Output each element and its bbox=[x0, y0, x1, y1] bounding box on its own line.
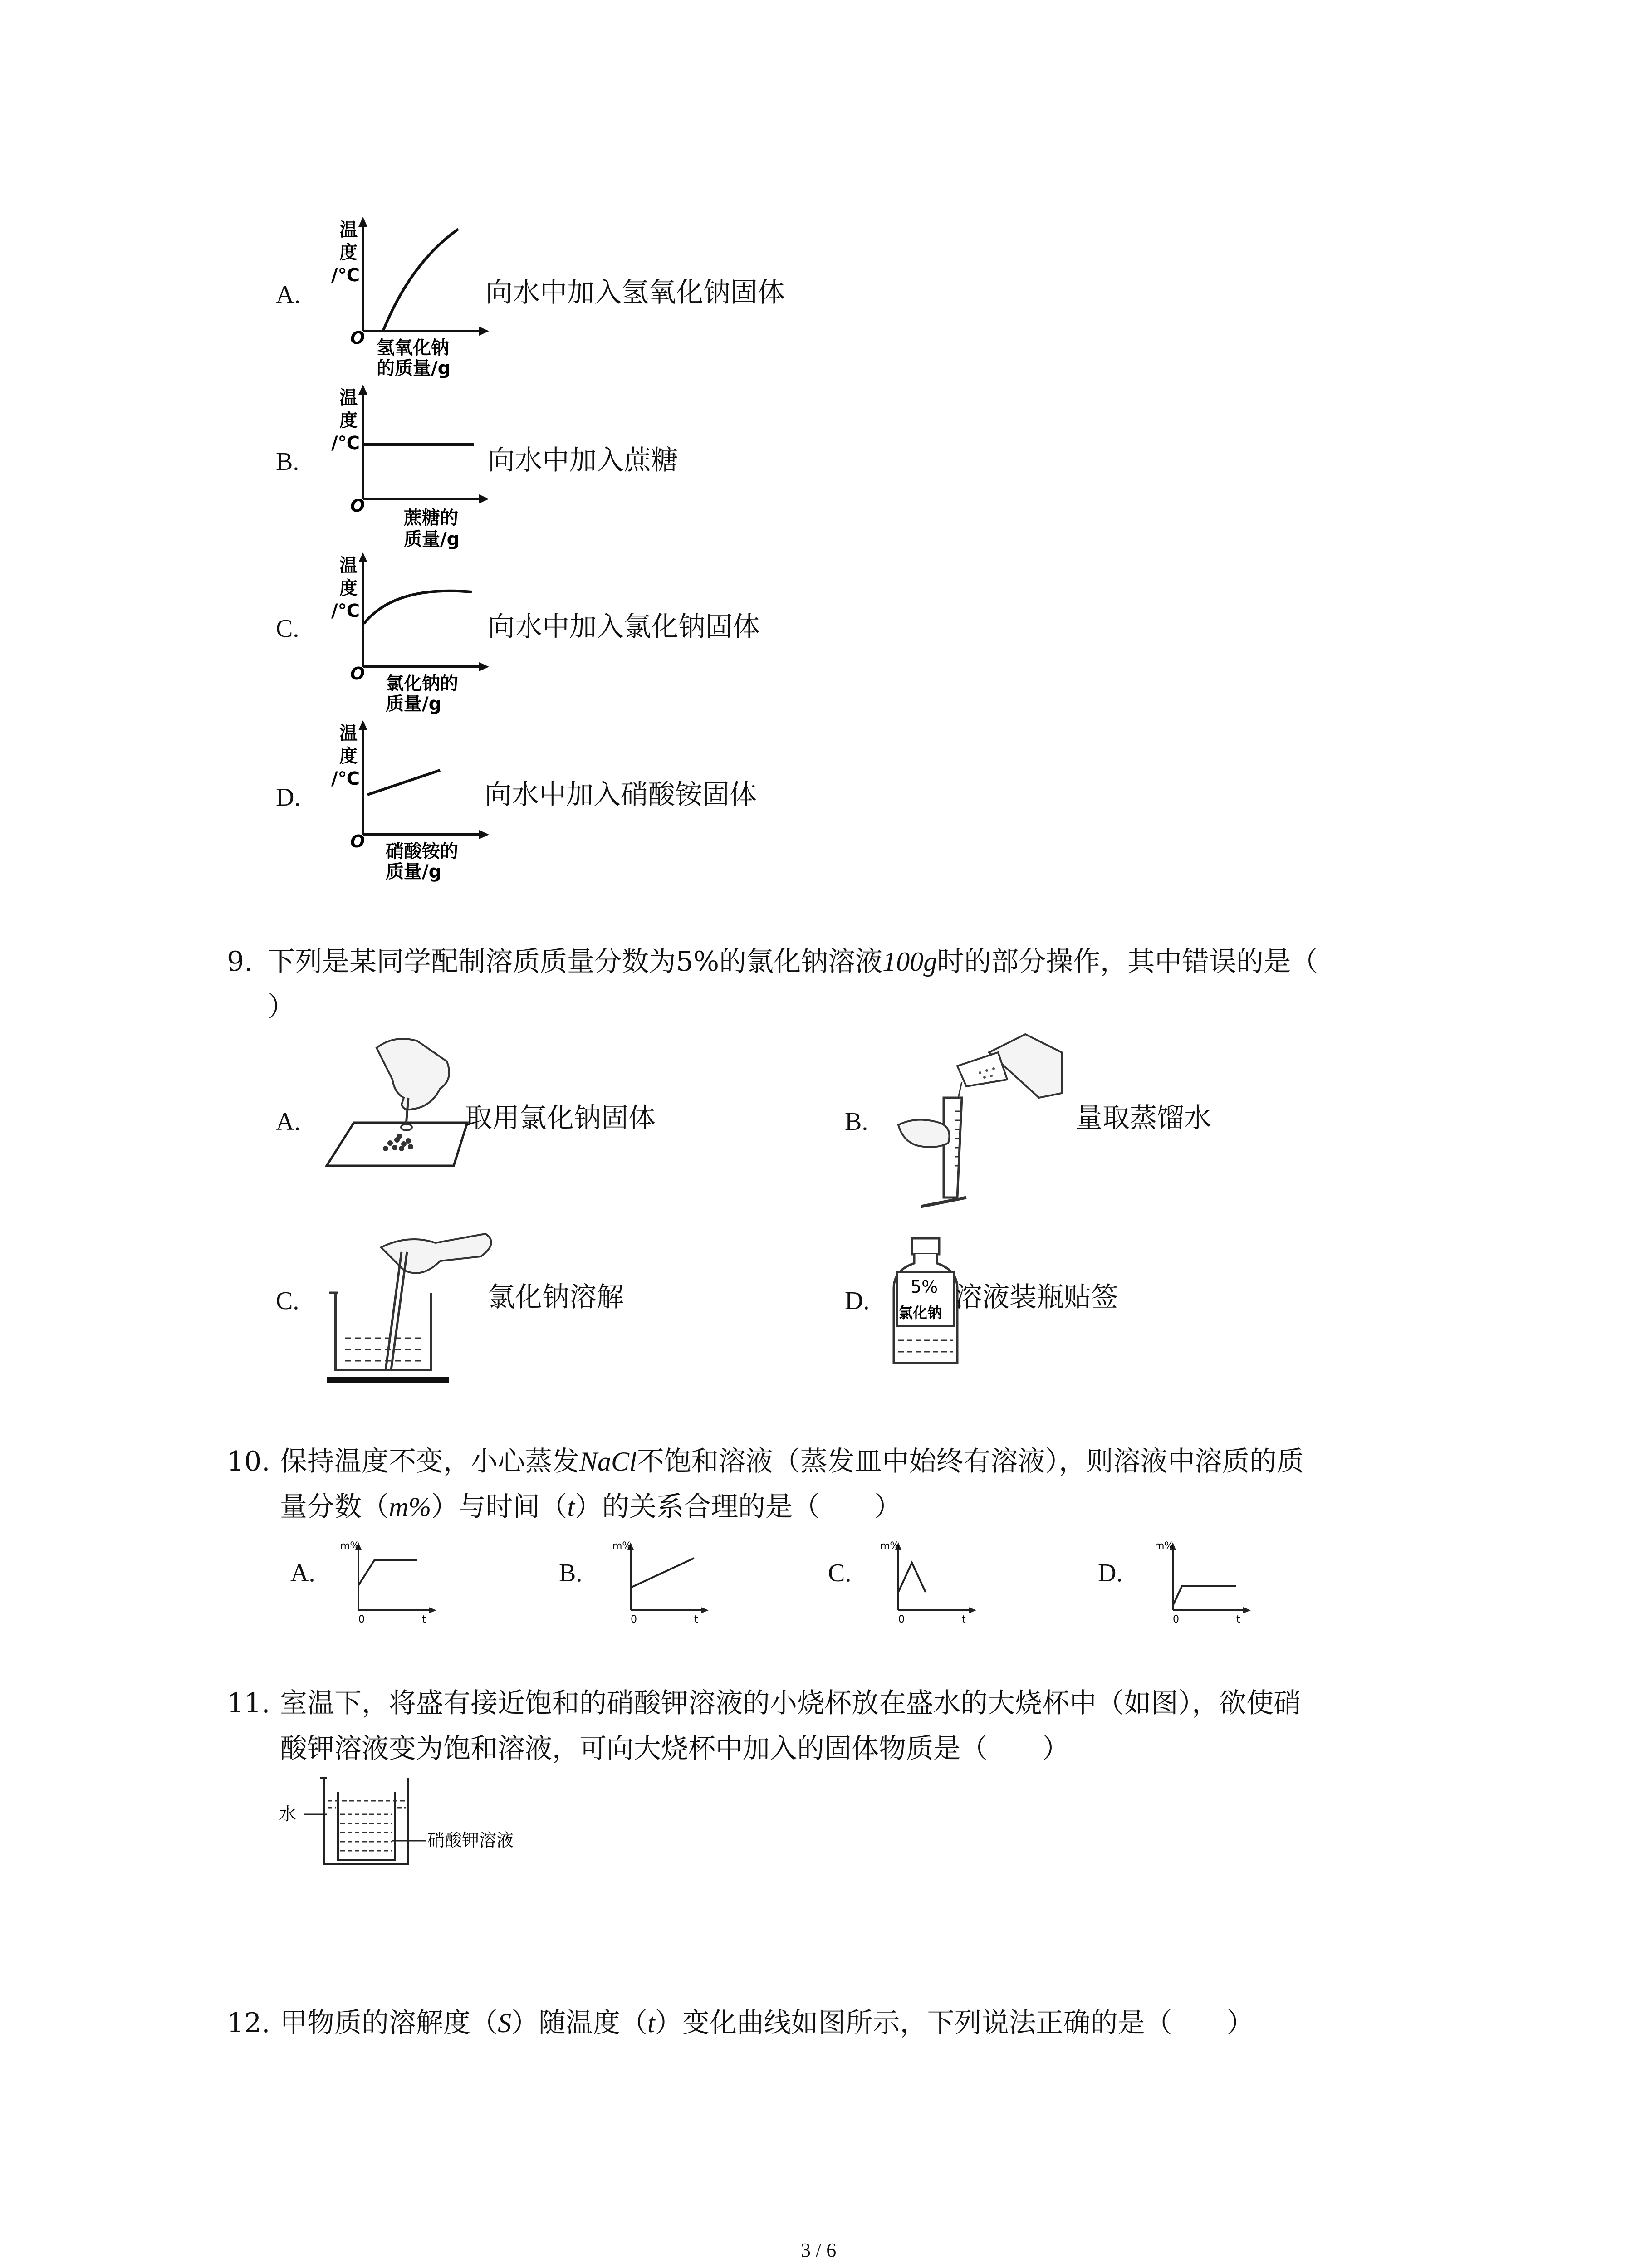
q8d-xlabel-1: 硝酸铵的 bbox=[386, 841, 458, 862]
q12-stem-part-c: ）变化曲线如图所示，下列说法正确的是（ ） bbox=[655, 2007, 1254, 2039]
q8-option-d-text: 向水中加入硝酸铵固体 bbox=[485, 779, 757, 811]
q10-m-percent: m% bbox=[389, 1492, 431, 1522]
q8-option-b-graph bbox=[327, 381, 490, 553]
q10b-origin: 0 bbox=[631, 1614, 637, 1625]
q9-option-c-letter: C. bbox=[276, 1287, 299, 1315]
q9d-label-percent: 5% bbox=[911, 1277, 938, 1297]
q8b-ylabel-1: 温 bbox=[339, 387, 358, 408]
q10-stem-line1 bbox=[280, 1448, 1304, 1475]
q8c-ylabel-2: 度 bbox=[339, 578, 358, 599]
q10-option-d-letter: D. bbox=[1098, 1559, 1123, 1587]
q8c-xlabel-1: 氯化钠的 bbox=[386, 673, 458, 694]
q8c-xlabel-2: 质量/g bbox=[386, 694, 442, 714]
q8-option-d-letter: D. bbox=[276, 783, 301, 811]
q9-stem-line1 bbox=[268, 946, 1318, 978]
q8b-ylabel-3: /℃ bbox=[331, 433, 360, 454]
q10d-xlabel: t bbox=[1236, 1614, 1240, 1625]
q9d-label-name: 氯化钠 bbox=[898, 1304, 942, 1321]
q9-option-c-figure bbox=[318, 1216, 508, 1388]
q8c-ylabel-1: 温 bbox=[339, 555, 358, 576]
q10c-xlabel: t bbox=[962, 1614, 966, 1625]
q10-option-d-graph bbox=[1146, 1535, 1254, 1626]
q8-option-d-graph bbox=[327, 717, 490, 889]
q8-option-c-letter: C. bbox=[276, 615, 299, 643]
q8c-origin: O bbox=[350, 664, 365, 684]
q8d-ylabel-3: /℃ bbox=[331, 768, 360, 789]
q8d-xlabel-2: 质量/g bbox=[386, 861, 442, 882]
page-number: 3 / 6 bbox=[801, 2239, 837, 2261]
q9-option-c-text: 氯化钠溶解 bbox=[488, 1281, 624, 1313]
q9-stem-close: ） bbox=[268, 991, 295, 1023]
q10-number: 10. bbox=[227, 1446, 270, 1477]
q9-number: 9. bbox=[227, 946, 253, 978]
q11-number: 11. bbox=[227, 1687, 270, 1719]
q10-option-c-graph bbox=[871, 1535, 980, 1626]
q9-stem-part-b: 时的部分操作，其中错误的是（ bbox=[937, 946, 1318, 978]
q12-number: 12. bbox=[227, 2007, 270, 2039]
q10b-xlabel: t bbox=[694, 1614, 698, 1625]
q8a-xlabel-1: 氢氧化钠 bbox=[377, 337, 449, 358]
q10-stem-part-d: ）与时间（ bbox=[431, 1491, 568, 1523]
q8-option-a-graph bbox=[327, 213, 490, 386]
q8d-ylabel-1: 温 bbox=[339, 723, 358, 744]
q8-option-c-text: 向水中加入氯化钠固体 bbox=[488, 611, 760, 643]
q12-stem-part-a: 甲物质的溶解度（ bbox=[280, 2007, 498, 2039]
q8d-origin: O bbox=[350, 831, 365, 851]
q10-stem-part-e: ）的关系合理的是（ ） bbox=[574, 1491, 901, 1523]
q9-option-b-text: 量取蒸馏水 bbox=[1075, 1102, 1211, 1134]
q10-t: t bbox=[567, 1492, 575, 1522]
q10-option-b-graph bbox=[603, 1535, 712, 1626]
q8-option-b-letter: B. bbox=[276, 448, 299, 476]
q12-t: t bbox=[647, 2008, 655, 2038]
q9-option-b-letter: B. bbox=[845, 1108, 868, 1136]
q8b-origin: O bbox=[350, 496, 365, 516]
q10-option-c-letter: C. bbox=[828, 1559, 852, 1587]
q10c-ylabel: m% bbox=[880, 1540, 900, 1552]
q8c-ylabel-3: /℃ bbox=[331, 601, 360, 621]
q12-s: S bbox=[498, 2008, 511, 2038]
q10a-ylabel: m% bbox=[340, 1540, 360, 1552]
q11-beaker-figure bbox=[277, 1774, 531, 1873]
q10b-ylabel: m% bbox=[612, 1540, 632, 1552]
q10c-origin: 0 bbox=[898, 1614, 905, 1625]
q8-option-a-text: 向水中加入氢氧化钠固体 bbox=[485, 277, 785, 308]
q9-mass-value: 100g bbox=[882, 947, 937, 977]
q9-option-d-letter: D. bbox=[845, 1287, 870, 1315]
q9-stem-part-a: 下列是某同学配制溶质质量分数为5%的氯化钠溶液 bbox=[268, 946, 883, 978]
q10-option-b-letter: B. bbox=[559, 1559, 583, 1587]
q11-fig-label-water: 水 bbox=[279, 1804, 297, 1824]
q8a-ylabel-2: 度 bbox=[339, 242, 358, 263]
q10-nacl: NaCl bbox=[579, 1447, 637, 1476]
q12-stem-part-b: ）随温度（ bbox=[511, 2007, 647, 2039]
q10d-origin: 0 bbox=[1173, 1614, 1179, 1625]
q8a-xlabel-2: 的质量/g bbox=[377, 358, 451, 379]
q12-stem bbox=[280, 2009, 1254, 2037]
q8d-ylabel-2: 度 bbox=[339, 746, 358, 767]
q9-option-a-letter: A. bbox=[276, 1108, 301, 1136]
q9-option-d-figure bbox=[889, 1234, 962, 1370]
q9-option-b-figure bbox=[889, 1025, 1080, 1216]
q11-stem-line2: 酸钾溶液变为饱和溶液，可向大烧杯中加入的固体物质是（ ） bbox=[280, 1733, 1069, 1765]
q9-option-d-text: 溶液装瓶贴签 bbox=[955, 1281, 1118, 1313]
q10-stem-line2 bbox=[280, 1491, 901, 1523]
q11-stem-line1: 室温下，将盛有接近饱和的硝酸钾溶液的小烧杯放在盛水的大烧杯中（如图），欲使硝 bbox=[280, 1687, 1301, 1719]
q10-option-a-letter: A. bbox=[290, 1559, 315, 1587]
q10a-xlabel: t bbox=[422, 1614, 426, 1625]
q8a-origin: O bbox=[350, 328, 365, 348]
q10a-origin: 0 bbox=[358, 1614, 365, 1625]
q9-option-a-figure bbox=[318, 1030, 472, 1184]
q10-option-a-graph bbox=[331, 1535, 440, 1626]
q8b-xlabel-2: 质量/g bbox=[404, 529, 460, 550]
q8-option-a-letter: A. bbox=[276, 281, 301, 309]
q10-stem-part-b: 不饱和溶液（蒸发皿中始终有溶液），则溶液中溶质的质 bbox=[637, 1446, 1304, 1477]
q8b-xlabel-1: 蔗糖的 bbox=[404, 508, 458, 528]
q8b-ylabel-2: 度 bbox=[339, 410, 358, 431]
q8a-ylabel-1: 温 bbox=[339, 220, 358, 240]
q10-stem-part-c: 量分数（ bbox=[280, 1491, 389, 1523]
q8-option-c-graph bbox=[327, 549, 490, 721]
q11-fig-label-solution: 硝酸钾溶液 bbox=[427, 1830, 514, 1850]
q8-option-b-text: 向水中加入蔗糖 bbox=[488, 445, 678, 476]
q10-stem-part-a: 保持温度不变，小心蒸发 bbox=[280, 1446, 579, 1477]
q8a-ylabel-3: /℃ bbox=[331, 265, 360, 286]
q10d-ylabel: m% bbox=[1155, 1540, 1174, 1552]
q9-option-a-text: 取用氯化钠固体 bbox=[465, 1102, 656, 1134]
